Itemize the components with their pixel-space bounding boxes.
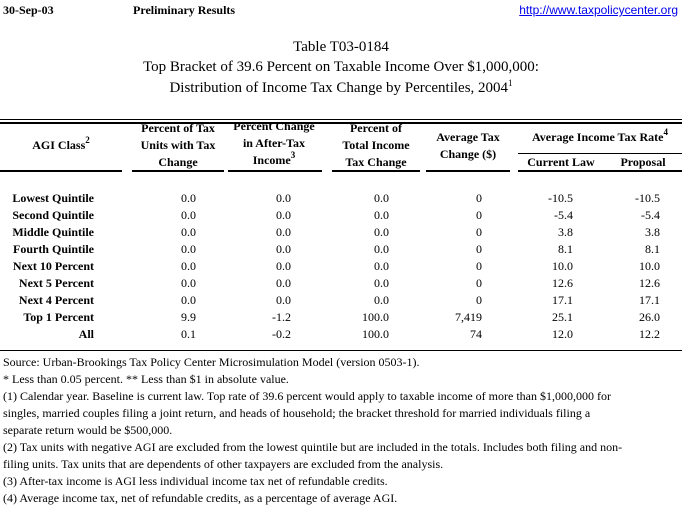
col-header-pct-total	[332, 120, 420, 171]
row-label: Top 1 Percent	[23, 310, 94, 324]
cell-avg-change: 0	[476, 293, 482, 307]
cell-proposal: 12.6	[639, 276, 660, 290]
cell-current: 10.0	[552, 259, 573, 273]
cell-pct-total: 100.0	[362, 310, 389, 324]
cell-pct-total: 0.0	[374, 242, 389, 256]
row-label: Fourth Quintile	[12, 242, 94, 256]
cell-pct-change: 0.0	[276, 259, 291, 273]
footnote-line: (2) Tax units with negative AGI are excluded from the lowest quintile but are included in the totals. Includes both filing and non-	[3, 440, 623, 454]
cell-pct-total: 0.0	[374, 259, 389, 273]
col-underline	[332, 170, 420, 172]
row-label: Second Quintile	[12, 208, 94, 222]
col-label: Change	[158, 155, 198, 169]
report-status: Preliminary Results	[133, 3, 236, 17]
col-label: Units with Tax	[140, 138, 216, 152]
col-label-text: Income	[252, 153, 291, 167]
col-underline	[0, 170, 122, 172]
cell-avg-change: 0	[476, 208, 482, 222]
row-label: Middle Quintile	[12, 225, 94, 239]
cell-pct-total: 100.0	[362, 327, 389, 341]
footnote-ref: 2	[85, 135, 90, 145]
table-subtitle	[0, 80, 682, 97]
footnote-line: (4) Average income tax, net of refundable credits, as a percentage of average AGI.	[3, 491, 398, 505]
col-header-avg-rate	[518, 129, 682, 146]
cell-pct-change: -1.2	[272, 310, 291, 324]
col-label: Percent of Tax	[141, 121, 215, 135]
footnote-ref: 1	[508, 78, 513, 88]
cell-proposal: 10.0	[639, 259, 660, 273]
col-label: Percent of	[349, 121, 403, 135]
cell-pct-total: 0.0	[374, 191, 389, 205]
cell-proposal: -5.4	[641, 208, 660, 222]
cell-avg-change: 0	[476, 276, 482, 290]
col-label: AGI Class	[32, 138, 86, 152]
cell-pct-change: 0.0	[276, 276, 291, 290]
cell-pct-change: 0.0	[276, 242, 291, 256]
cell-avg-change: 0	[476, 191, 482, 205]
cell-current: 12.0	[552, 327, 573, 341]
cell-current: -5.4	[554, 208, 573, 222]
row-label: Next 10 Percent	[12, 259, 94, 273]
col-header-pct-units	[132, 120, 224, 171]
cell-pct-units: 0.0	[181, 276, 196, 290]
col-underline	[132, 170, 224, 172]
cell-proposal: 26.0	[639, 310, 660, 324]
cell-pct-units: 0.0	[181, 225, 196, 239]
cell-current: 3.8	[558, 225, 573, 239]
footnote-ref: 3	[290, 150, 296, 160]
cell-pct-total: 0.0	[374, 225, 389, 239]
col-header-agi-class	[0, 137, 122, 154]
col-label: Average Income Tax Rate	[532, 130, 664, 144]
cell-pct-units: 0.0	[181, 259, 196, 273]
cell-pct-units: 0.0	[181, 208, 196, 222]
footnote-line: * Less than 0.05 percent. ** Less than $1 in absolute value.	[3, 372, 289, 386]
table-title: Top Bracket of 39.6 Percent on Taxable Income Over $1,000,000:	[143, 59, 539, 75]
cell-pct-units: 0.0	[181, 242, 196, 256]
cell-pct-change: -0.2	[272, 327, 291, 341]
cell-pct-units: 0.0	[181, 191, 196, 205]
row-label: Next 5 Percent	[18, 276, 94, 290]
col-header-pct-change	[226, 118, 322, 169]
row-label: Next 4 Percent	[18, 293, 94, 307]
col-header-avg-change	[426, 129, 510, 163]
cell-avg-change: 0	[476, 242, 482, 256]
cell-avg-change: 74	[470, 327, 482, 341]
footnote-line: (1) Calendar year. Baseline is current law. Top rate of 39.6 percent would apply to taxable income of more than $1,000,000 for	[3, 389, 611, 403]
col-label	[226, 152, 322, 169]
table-id: Table T03-0184	[293, 39, 389, 55]
footnote-line: filing units. Tax units that are dependents of other taxpayers are excluded from the analysis.	[3, 457, 444, 471]
col-label: Tax Change	[345, 155, 407, 169]
tax-policy-center-link[interactable]: http://www.taxpolicycenter.org	[519, 3, 678, 17]
cell-proposal: 8.1	[645, 242, 660, 256]
cell-proposal: 17.1	[639, 293, 660, 307]
cell-pct-units: 9.9	[181, 310, 196, 324]
cell-pct-change: 0.0	[276, 225, 291, 239]
report-date: 30-Sep-03	[3, 3, 54, 17]
col-label: in After-Tax	[242, 136, 306, 150]
col-underline	[518, 170, 682, 172]
col-underline	[426, 170, 510, 172]
footnote-line: singles, married couples filing a joint return, and heads of household; the bracket threshold for married individuals filing a	[3, 406, 591, 420]
cell-pct-units: 0.1	[181, 327, 196, 341]
cell-proposal: 3.8	[645, 225, 660, 239]
footnote-line: separate return would be $500,000.	[3, 423, 173, 437]
cell-current: 12.6	[552, 276, 573, 290]
cell-current: 17.1	[552, 293, 573, 307]
col-label: Total Income	[342, 138, 410, 152]
col-header-proposal: Proposal	[620, 155, 666, 169]
cell-pct-total: 0.0	[374, 276, 389, 290]
cell-pct-total: 0.0	[374, 293, 389, 307]
cell-current: 25.1	[552, 310, 573, 324]
footnote-line: (3) After-tax income is AGI less individual income tax net of refundable credits.	[3, 474, 388, 488]
col-label: Percent Change	[233, 119, 315, 133]
col-header-current-law: Current Law	[527, 155, 595, 169]
subtitle-text: Distribution of Income Tax Change by Percentiles, 2004	[169, 80, 509, 96]
cell-avg-change: 0	[476, 225, 482, 239]
cell-pct-change: 0.0	[276, 208, 291, 222]
row-label: All	[78, 327, 94, 341]
col-label: Average Tax	[436, 130, 500, 144]
bottom-rule	[0, 350, 682, 351]
cell-avg-change: 7,419	[455, 310, 482, 324]
cell-avg-change: 0	[476, 259, 482, 273]
cell-proposal: -10.5	[635, 191, 660, 205]
col-underline	[228, 170, 322, 172]
cell-current: -10.5	[548, 191, 573, 205]
footnote-line: Source: Urban-Brookings Tax Policy Center Microsimulation Model (version 0503-1).	[3, 355, 420, 369]
cell-current: 8.1	[558, 242, 573, 256]
row-label: Lowest Quintile	[12, 191, 94, 205]
cell-pct-units: 0.0	[181, 293, 196, 307]
cell-proposal: 12.2	[639, 327, 660, 341]
cell-pct-change: 0.0	[276, 293, 291, 307]
cell-pct-change: 0.0	[276, 191, 291, 205]
col-label: Change ($)	[439, 147, 497, 161]
footnote-ref: 4	[663, 127, 668, 137]
cell-pct-total: 0.0	[374, 208, 389, 222]
